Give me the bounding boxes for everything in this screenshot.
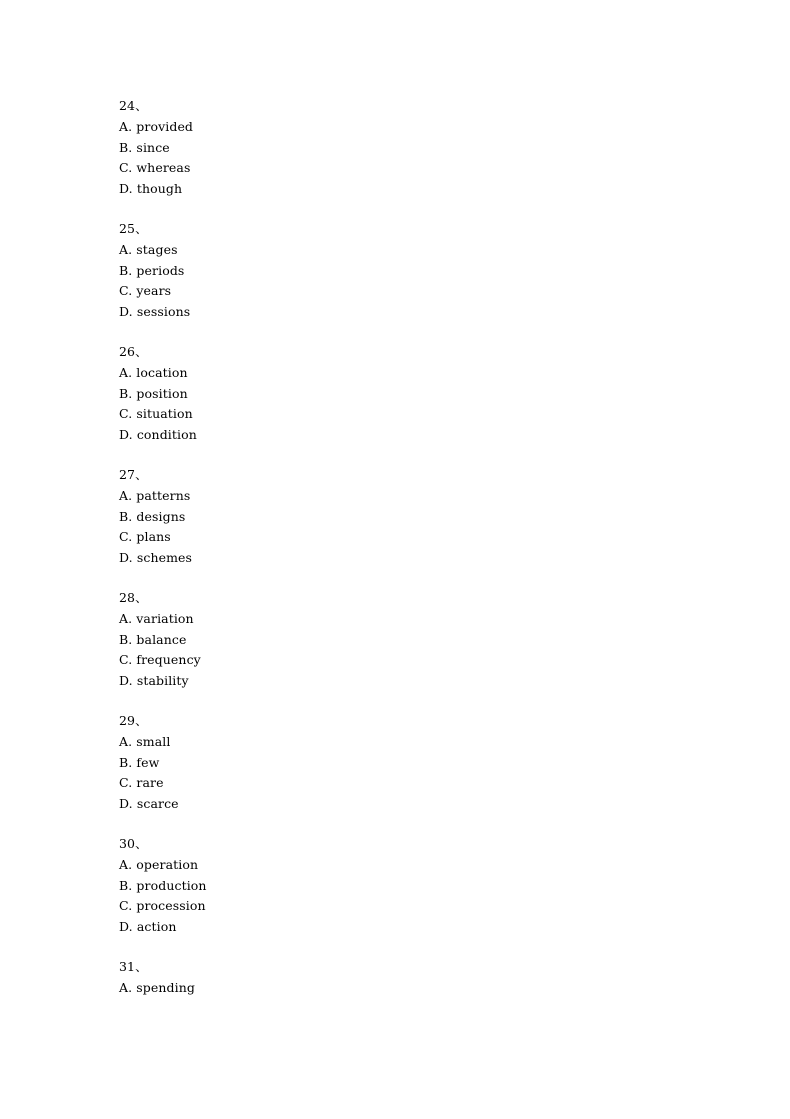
question-26 — [119, 342, 759, 446]
question-31 — [119, 957, 759, 999]
question-number: 28、 — [119, 589, 148, 605]
option-b: B. designs — [119, 508, 186, 524]
option-b: B. production — [119, 877, 207, 893]
question-list — [119, 96, 759, 1017]
option-a: A. operation — [119, 856, 199, 872]
option-d: D. though — [119, 181, 183, 197]
option-d: D. sessions — [119, 304, 191, 320]
option-a: A. patterns — [119, 487, 191, 503]
option-a: A. provided — [119, 118, 194, 134]
question-27 — [119, 465, 759, 569]
option-b: B. balance — [119, 631, 187, 647]
question-30 — [119, 834, 759, 938]
question-number: 25、 — [119, 220, 148, 236]
option-c: C. plans — [119, 529, 171, 545]
question-29 — [119, 711, 759, 815]
question-number: 30、 — [119, 835, 148, 851]
question-24 — [119, 96, 759, 200]
question-number: 31、 — [119, 958, 148, 974]
option-c: C. rare — [119, 775, 164, 791]
option-d: D. stability — [119, 673, 189, 689]
question-28 — [119, 588, 759, 692]
option-c: C. years — [119, 283, 172, 299]
option-b: B. periods — [119, 262, 185, 278]
option-a: A. small — [119, 733, 171, 749]
option-a: A. spending — [119, 979, 195, 995]
question-number: 24、 — [119, 98, 148, 113]
option-a: A. stages — [119, 241, 178, 257]
option-b: B. few — [119, 754, 160, 770]
question-number: 29、 — [119, 712, 148, 728]
option-a: A. location — [119, 364, 188, 380]
option-c: C. situation — [119, 406, 193, 422]
option-c: C. procession — [119, 898, 206, 914]
question-number: 26、 — [119, 343, 148, 359]
question-number: 27、 — [119, 466, 148, 482]
option-c: C. whereas — [119, 160, 191, 176]
option-a: A. variation — [119, 610, 194, 626]
option-d: D. scarce — [119, 796, 179, 812]
option-b: B. position — [119, 385, 188, 401]
option-d: D. condition — [119, 427, 197, 443]
option-d: D. action — [119, 919, 177, 935]
question-25 — [119, 219, 759, 323]
option-d: D. schemes — [119, 550, 193, 566]
option-b: B. since — [119, 139, 170, 155]
option-c: C. frequency — [119, 652, 201, 668]
